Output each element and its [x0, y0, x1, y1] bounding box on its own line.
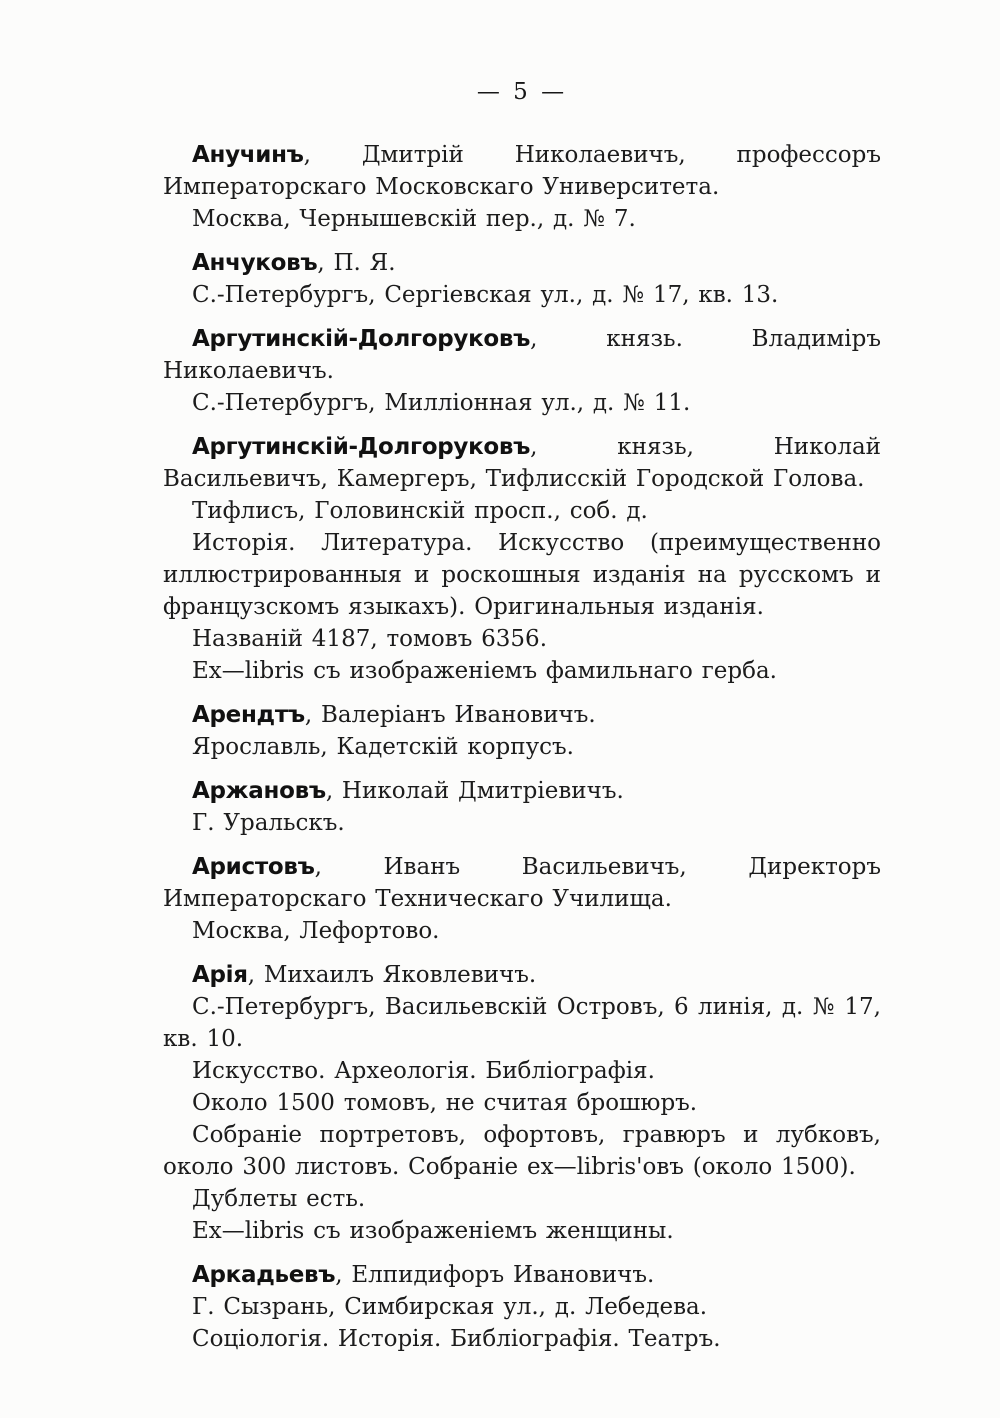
entry-address-line: Москва, Лефортово.	[192, 918, 440, 944]
entry-address-line: С.-Петербургъ, Сергіевская ул., д. № 17, кв. 13.	[192, 282, 779, 308]
entry-heading	[163, 323, 881, 387]
entry-heading	[163, 699, 881, 731]
entry-heading	[163, 139, 881, 203]
entry-details: , Дмитрій Николаевичъ, профессоръ Императорскаго Московскаго Университета.	[163, 142, 881, 200]
entry-exlibris-line: Ex—libris съ изображеніемъ женщины.	[192, 1218, 674, 1244]
entry-subjects-line: Искусство. Археологія. Библіографія.	[192, 1058, 655, 1084]
entry-name: Аристовъ	[192, 854, 315, 880]
collector-directory-list	[163, 139, 881, 1355]
entry-address-line: С.-Петербургъ, Васильевскій Островъ, 6 линія, д. № 17, кв. 10.	[163, 994, 881, 1052]
entry-heading	[163, 247, 881, 279]
entry-collection-line: Собраніе портретовъ, офортовъ, гравюръ и лубковъ, около 300 листовъ. Собраніе ex—libris'овъ (около 1500).	[163, 1122, 881, 1180]
directory-entry	[163, 959, 881, 1247]
entry-heading	[163, 775, 881, 807]
entry-name: Аргутинскій-Долгоруковъ	[192, 434, 531, 460]
directory-entry	[163, 699, 881, 763]
entry-name: Анчуковъ	[192, 250, 318, 276]
entry-address-line: С.-Петербургъ, Милліонная ул., д. № 11.	[192, 390, 691, 416]
entry-details: , Елпидифоръ Ивановичъ.	[335, 1262, 655, 1288]
directory-entry	[163, 431, 881, 687]
entry-address-line: Ярославль, Кадетскій корпусъ.	[192, 734, 574, 760]
directory-entry	[163, 247, 881, 311]
entry-address-line: Москва, Чернышевскій пер., д. № 7.	[192, 206, 636, 232]
entry-name: Аркадьевъ	[192, 1262, 336, 1288]
entry-address-line: Г. Сызрань, Симбирская ул., д. Лебедева.	[192, 1294, 708, 1320]
entry-subjects-line: Соціологія. Исторія. Библіографія. Театръ.	[192, 1326, 721, 1352]
entry-heading	[163, 1259, 881, 1291]
entry-details: , Валеріанъ Ивановичъ.	[304, 702, 596, 728]
entry-exlibris-line: Ex—libris съ изображеніемъ фамильнаго герба.	[192, 658, 777, 684]
entry-name: Арія	[192, 962, 248, 988]
entry-name: Аржановъ	[192, 778, 326, 804]
entry-details: , П. Я.	[317, 250, 396, 276]
directory-entry	[163, 139, 881, 235]
directory-entry	[163, 323, 881, 419]
entry-heading	[163, 851, 881, 915]
entry-name: Анучинъ	[192, 142, 304, 168]
entry-heading	[163, 959, 881, 991]
entry-name: Арендтъ	[192, 702, 305, 728]
directory-entry	[163, 1259, 881, 1355]
entry-subjects-line: Исторія. Литература. Искусство (преимущественно иллюстрированныя и роскошныя изданія на русскомъ и французскомъ языкахъ). Оригинальныя изданія.	[163, 530, 881, 620]
entry-address-line: Г. Уральскъ.	[192, 810, 345, 836]
entry-details: , Михаилъ Яковлевичъ.	[247, 962, 537, 988]
entry-details: , князь, Николай Васильевичъ, Камергеръ, Тифлисскій Городской Голова.	[163, 434, 881, 492]
entry-details: , Иванъ Васильевичъ, Директоръ Императорскаго Техническаго Училища.	[163, 854, 881, 912]
entry-volume-count-line: Названій 4187, томовъ 6356.	[192, 626, 548, 652]
directory-entry	[163, 775, 881, 839]
page-number: — 5 —	[476, 79, 568, 105]
entry-details: , Николай Дмитріевичъ.	[325, 778, 624, 804]
entry-name: Аргутинскій-Долгоруковъ	[192, 326, 531, 352]
directory-entry	[163, 851, 881, 947]
entry-volume-count-line: Около 1500 томовъ, не считая брошюръ.	[192, 1090, 698, 1116]
entry-duplicates-line: Дублеты есть.	[192, 1186, 366, 1212]
entry-address-line: Тифлисъ, Головинскій просп., соб. д.	[192, 498, 648, 524]
entry-details: , князь. Владиміръ Николаевичъ.	[163, 326, 881, 384]
entry-heading	[163, 431, 881, 495]
